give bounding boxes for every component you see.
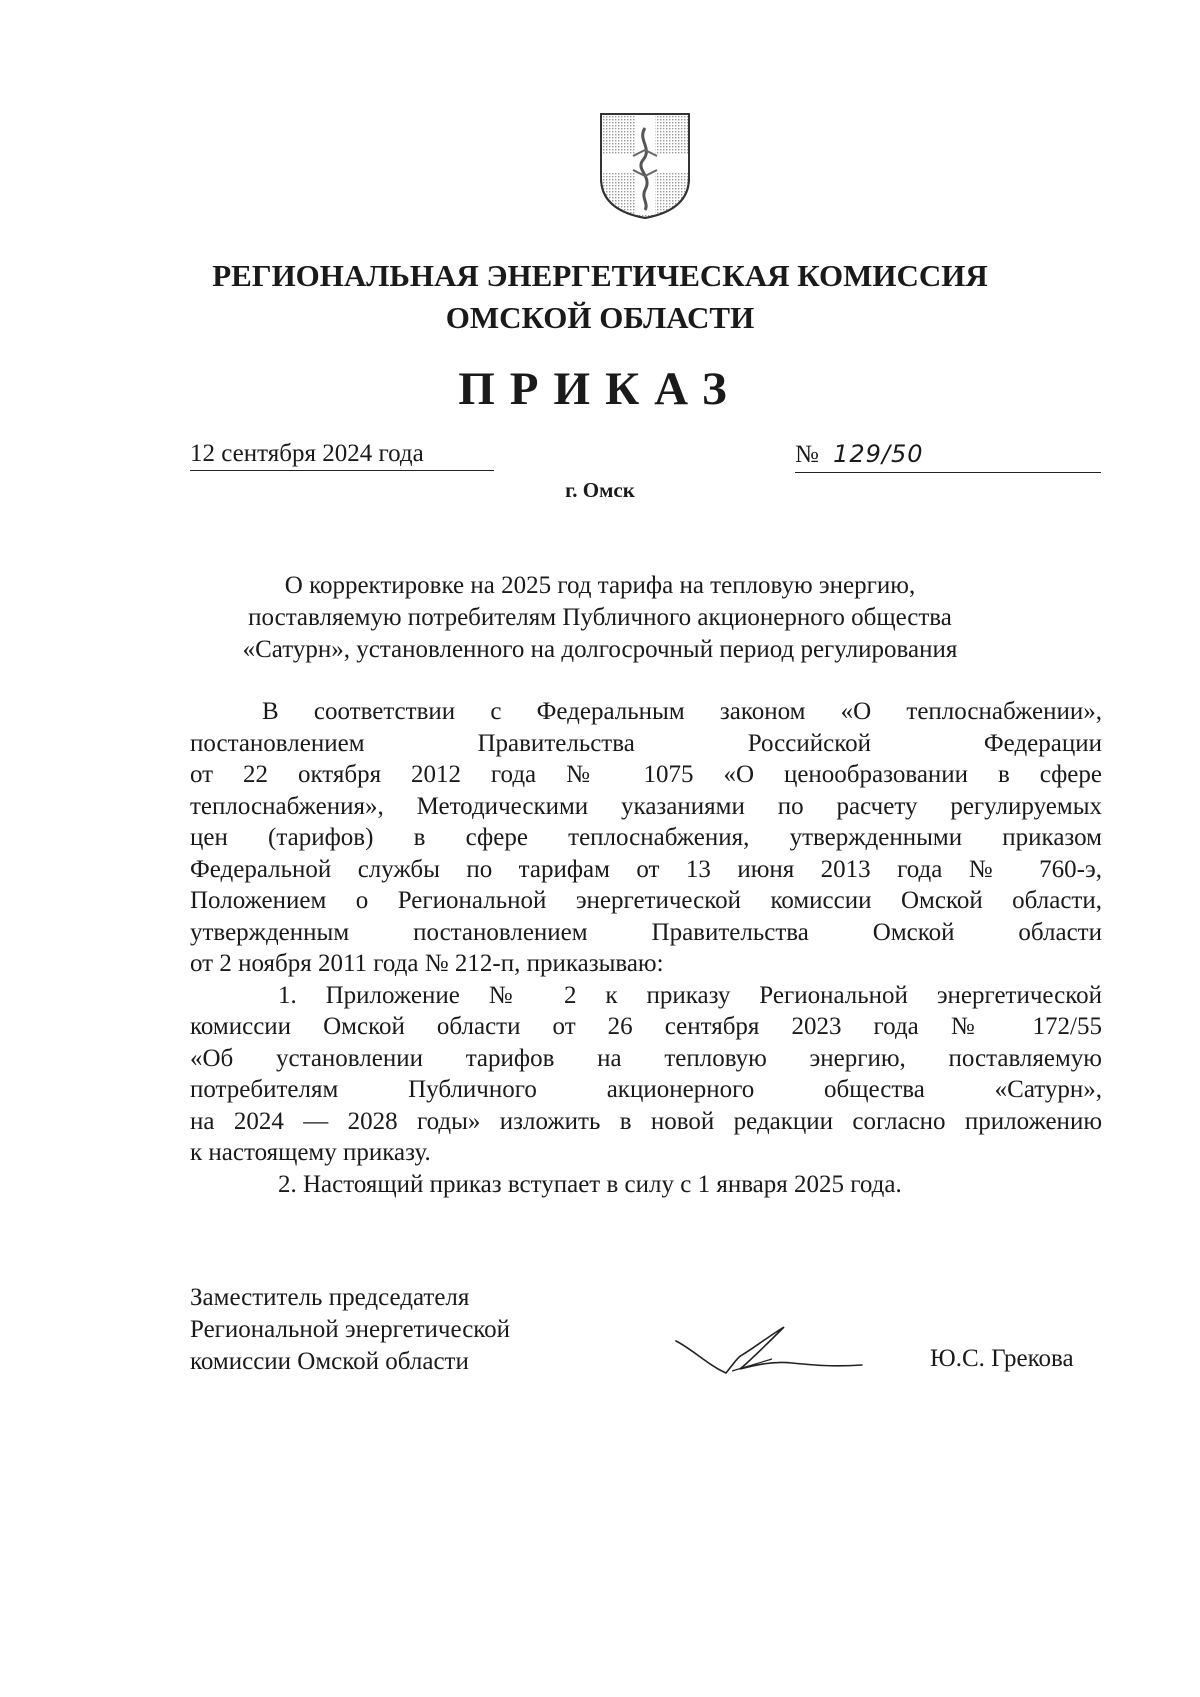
text-line: 2. Настоящий приказ вступает в силу с 1 января 2025 года.: [278, 1170, 902, 1198]
text-line: Федеральной службы по тарифам от 13 июня 2013 года № 760-э,: [190, 855, 1102, 883]
coat-of-arms-icon: [597, 110, 693, 220]
text-line: утвержденным постановлением Правительства Омской области: [190, 918, 1102, 946]
text-line: от 22 октября 2012 года № 1075 «О ценообразовании в сфере: [190, 761, 1102, 788]
text-line: «Об установлении тарифов на тепловую энергию, поставляемую: [190, 1044, 1102, 1072]
number-label: №: [795, 441, 819, 468]
subject-line: О корректировке на 2025 год тарифа на тепловую энергию,: [284, 572, 916, 599]
subject-line: «Сатурн», установленного на долгосрочный период регулирования: [242, 636, 958, 663]
organization-name-line2: ОМСКОЙ ОБЛАСТИ: [445, 300, 755, 335]
text-line: В соответствии с Федеральным законом «О теплоснабжении»,: [262, 698, 1102, 725]
text-line: Положением о Региональной энергетической комиссии Омской области,: [190, 887, 1102, 914]
text-line: от 2 ноября 2011 года № 212-п, приказываю:: [190, 950, 664, 977]
text-line: комиссии Омской области от 26 сентября 2023 года № 172/55: [190, 1013, 1102, 1040]
city: г. Омск: [565, 478, 635, 502]
order-number: [795, 440, 1101, 473]
text-line: постановлением Правительства Российской Федерации: [190, 729, 1102, 757]
signer-position: [190, 1282, 510, 1378]
subject-line: поставляемую потребителям Публичного акционерного общества: [248, 604, 952, 631]
text-line: 1. Приложение № 2 к приказу Региональной энергетической: [278, 981, 1102, 1009]
order-subject: [0, 570, 1200, 666]
text-line: потребителям Публичного акционерного общества «Сатурн»,: [190, 1076, 1102, 1103]
signer-position-line: Заместитель председателя: [190, 1284, 470, 1311]
signer-position-line: Региональной энергетической: [190, 1316, 511, 1343]
preamble-paragraph: [190, 696, 1102, 1200]
number-value: 129/50: [833, 440, 924, 468]
order-date: 12 сентября 2024 года: [190, 440, 494, 471]
signee-name: Ю.С. Грекова: [930, 1345, 1074, 1372]
organization-name-line1: РЕГИОНАЛЬНАЯ ЭНЕРГЕТИЧЕСКАЯ КОМИССИЯ: [212, 258, 988, 293]
text-line: теплоснабжения», Методическими указаниями по расчету регулируемых: [190, 792, 1102, 820]
document-type-title: ПРИКАЗ: [458, 363, 742, 415]
text-line: на 2024 — 2028 годы» изложить в новой редакции согласно приложению: [190, 1107, 1102, 1135]
signer-position-line: комиссии Омской области: [190, 1348, 469, 1375]
signature-icon: [672, 1315, 872, 1381]
text-line: цен (тарифов) в сфере теплоснабжения, утвержденными приказом: [190, 824, 1102, 851]
text-line: к настоящему приказу.: [190, 1139, 431, 1166]
